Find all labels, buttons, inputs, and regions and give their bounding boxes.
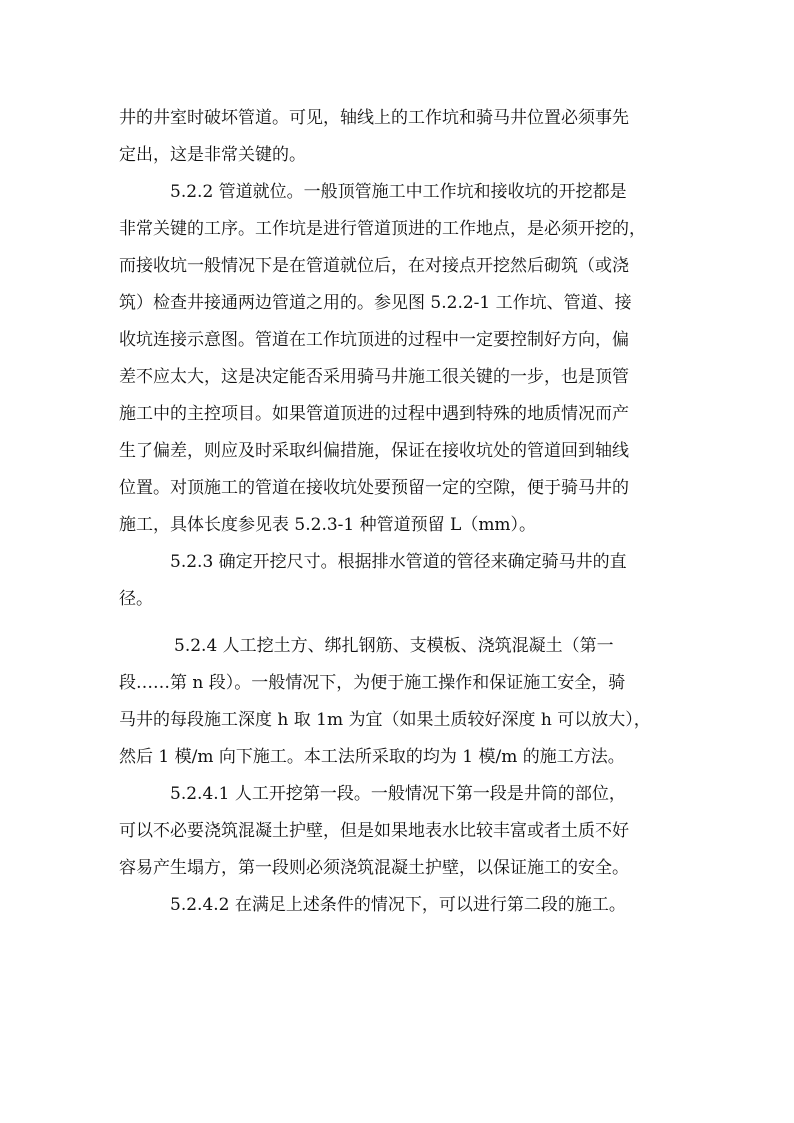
text-line: 容易产生塌方，第一段则必须浇筑混凝土护壁，以保证施工的安全。 <box>119 858 629 878</box>
text-line: 井的井室时破坏管道。可见，轴线上的工作坑和骑马井位置必须事先 <box>119 108 629 128</box>
paragraph-gap <box>119 618 675 628</box>
text-line: 位置。对顶施工的管道在接收坑处要预留一定的空隙，便于骑马井的 <box>119 478 629 498</box>
text-line: 定出，这是非常关键的。 <box>119 145 306 165</box>
section-5-2-2-heading-line: 5.2.2 管道就位。一般顶管施工中工作坑和接收坑的开挖都是 <box>170 182 627 202</box>
section-5-2-3-heading-line: 5.2.3 确定开挖尺寸。根据排水管道的管径来确定骑马井的直 <box>170 552 627 572</box>
text-line: 筑）检查井接通两边管道之用的。参见图 5.2.2-1 工作坑、管道、接 <box>119 293 632 313</box>
text-line: 非常关键的工序。工作坑是进行管道顶进的工作地点，是必须开挖的， <box>119 219 646 239</box>
text-line: 差不应太大，这是决定能否采用骑马井施工很关键的一步，也是顶管 <box>119 367 629 387</box>
section-5-2-4-2-heading-line: 5.2.4.2 在满足上述条件的情况下，可以进行第二段的施工。 <box>170 895 626 915</box>
section-5-2-4-heading-line: 5.2.4 人工挖土方、绑扎钢筋、支模板、浇筑混凝土（第一 <box>174 636 614 656</box>
text-line: 施工，具体长度参见表 5.2.3-1 种管道预留 L（mm）。 <box>119 515 537 535</box>
text-line: 生了偏差，则应及时采取纠偏措施，保证在接收坑处的管道回到轴线 <box>119 441 629 461</box>
text-line: 而接收坑一般情况下是在管道就位后，在对接点开挖然后砌筑（或浇 <box>119 256 629 276</box>
body-text <box>119 100 675 924</box>
text-line: 可以不必要浇筑混凝土护壁，但是如果地表水比较丰富或者土质不好 <box>119 821 629 841</box>
section-5-2-4-1-heading-line: 5.2.4.1 人工开挖第一段。一般情况下第一段是井筒的部位， <box>170 784 626 804</box>
text-line: 段……第 n 段）。一般情况下，为便于施工操作和保证施工安全，骑 <box>119 673 626 693</box>
text-line: 马井的每段施工深度 h 取 1m 为宜（如果土质较好深度 h 可以放大）， <box>119 710 651 730</box>
text-line: 径。 <box>119 589 153 609</box>
text-line: 收坑连接示意图。管道在工作坑顶进的过程中一定要控制好方向，偏 <box>119 330 629 350</box>
text-line: 然后 1 模/m 向下施工。本工法所采取的均为 1 模/m 的施工方法。 <box>119 747 625 767</box>
text-line: 施工中的主控项目。如果管道顶进的过程中遇到特殊的地质情况而产 <box>119 404 629 424</box>
